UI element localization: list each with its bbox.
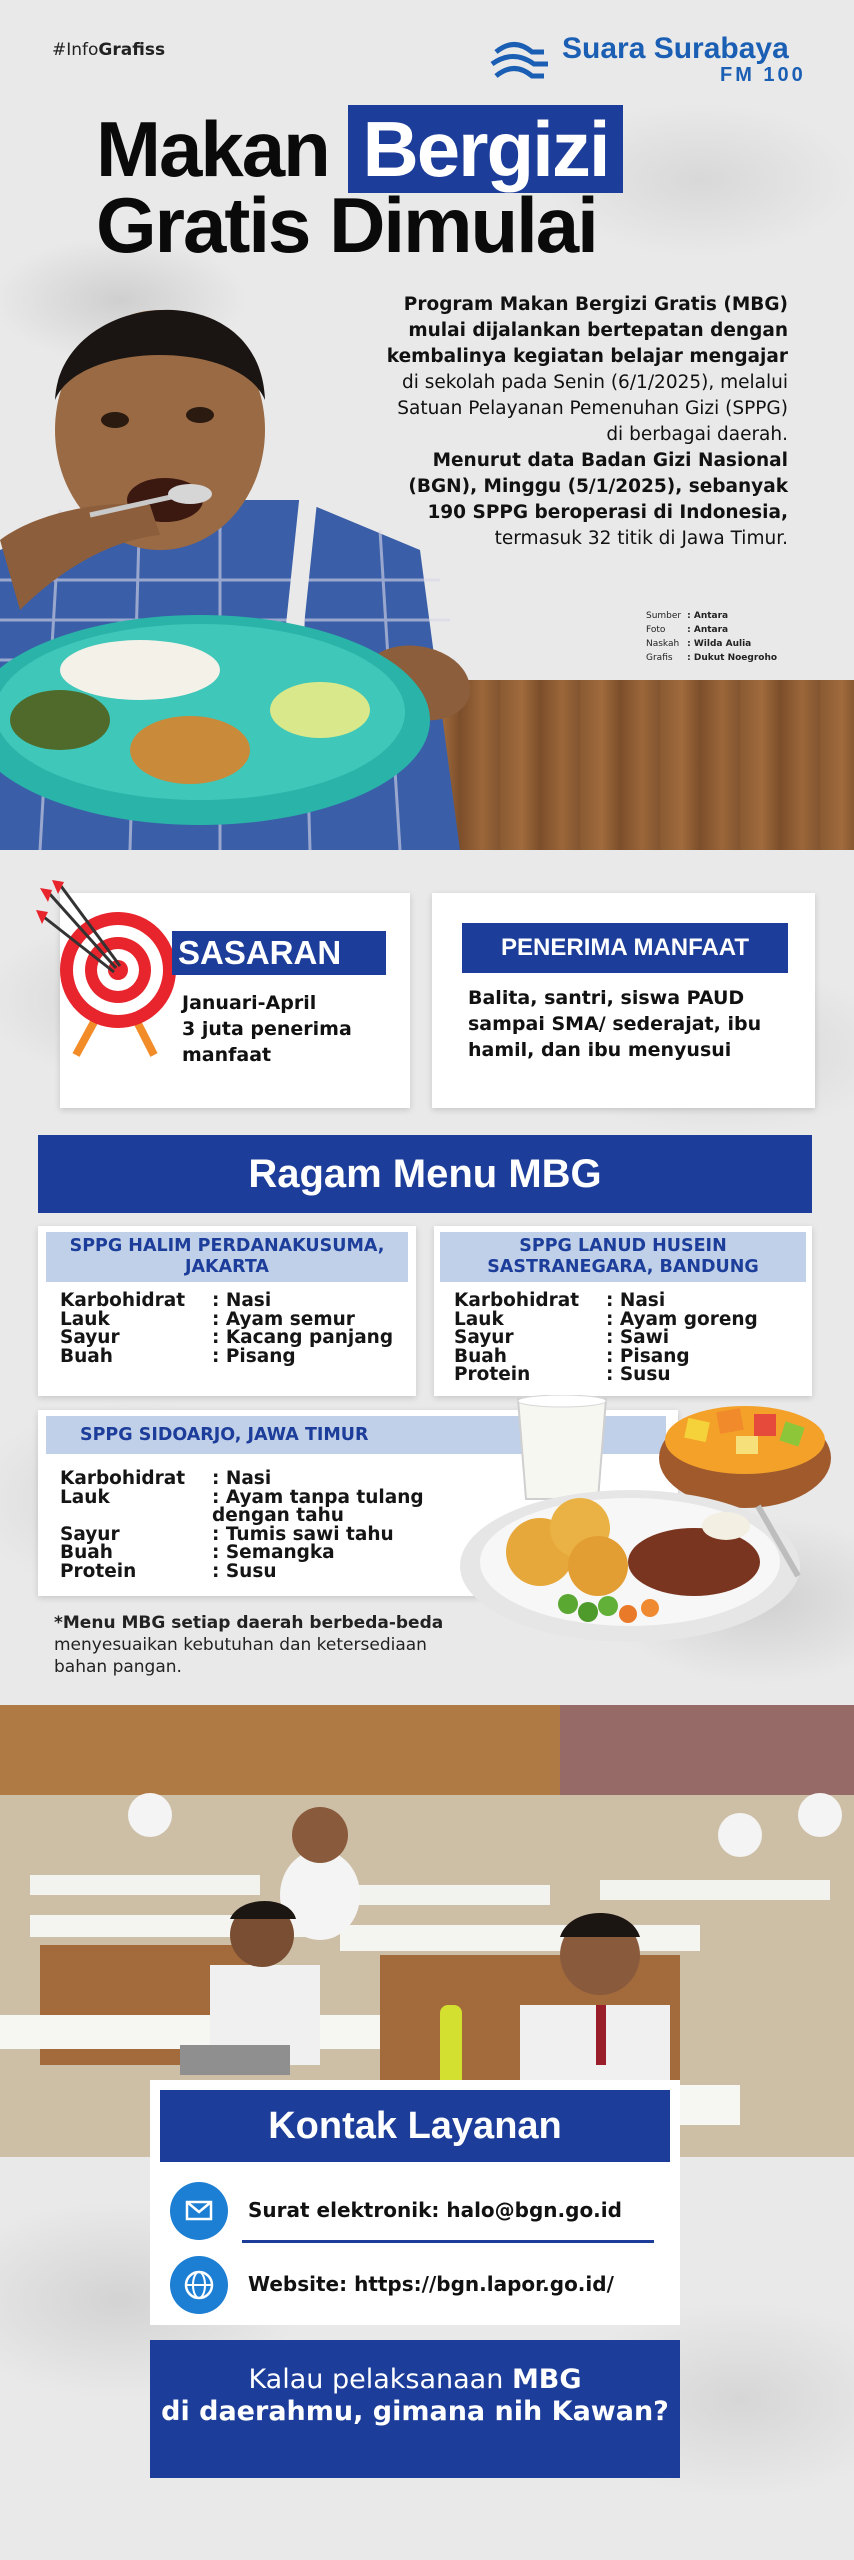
source-key: Foto <box>646 625 666 635</box>
sasaran-title: SASARAN <box>172 931 386 975</box>
source-value: : Antara <box>687 625 729 635</box>
menu-key: Sayur <box>454 1327 514 1349</box>
intro-p2 <box>380 448 788 552</box>
menu-key: Protein <box>454 1364 531 1386</box>
menu-value: : Sawi <box>606 1327 670 1349</box>
menu-note-bold: *Menu MBG setiap daerah berbeda-beda <box>54 1613 444 1633</box>
source-row <box>646 624 781 636</box>
menu-list-jakarta <box>60 1292 405 1366</box>
cta-text-b: MBG <box>511 2364 582 2395</box>
menu-row <box>60 1345 405 1367</box>
cta-text-c: di daerahmu, gimana nih Kawan? <box>161 2396 669 2427</box>
intro-p2-bold: Menurut data Badan Gizi Nasional (BGN), Minggu (5/1/2025), sebanyak 190 SPPG beroperasi di Indonesia, <box>408 450 788 523</box>
intro-p1-bold: Program Makan Bergizi Gratis (MBG) mulai dijalankan bertepatan dengan kembalinya kegiatan belajar mengajar <box>386 294 788 367</box>
mail-icon-svg <box>170 2182 228 2240</box>
sasaran-text <box>182 990 382 1068</box>
menu-key: Buah <box>60 1542 113 1564</box>
menu-key: Sayur <box>60 1327 120 1349</box>
brand-sub: FM 100 <box>720 64 806 86</box>
penerima-title: PENERIMA MANFAAT <box>462 923 788 973</box>
menu-row <box>60 1292 405 1311</box>
globe-icon-svg <box>170 2256 228 2314</box>
menu-value: : Kacang panjang <box>212 1327 394 1349</box>
source-value: : Wilda Aulia <box>687 639 752 649</box>
menu-key: Sayur <box>60 1523 120 1545</box>
menu-value: : Ayam tanpa tulang dengan tahu <box>212 1486 424 1527</box>
globe-icon <box>170 2256 228 2314</box>
menu-value: : Nasi <box>606 1290 666 1311</box>
menu-row <box>454 1329 799 1348</box>
menu-head-sidoarjo: SPPG SIDOARJO, JAWA TIMUR <box>46 1416 666 1454</box>
menu-row <box>60 1486 460 1527</box>
menu-row <box>60 1470 460 1489</box>
menu-value: : Nasi <box>212 1468 272 1489</box>
menu-key: Lauk <box>60 1486 110 1508</box>
menu-value: : Ayam semur <box>212 1308 355 1330</box>
menu-row <box>60 1560 460 1582</box>
menu-value: : Susu <box>212 1560 277 1582</box>
sasaran-period: Januari-April <box>182 992 317 1014</box>
menu-banner: Ragam Menu MBG <box>38 1135 812 1213</box>
menu-value: : Pisang <box>606 1345 690 1367</box>
menu-key: Karbohidrat <box>454 1290 580 1311</box>
menu-note <box>54 1612 474 1678</box>
sources-credits <box>644 608 783 666</box>
hashtag <box>52 40 165 60</box>
intro-p2-rest: termasuk 32 titik di Jawa Timur. <box>494 528 788 549</box>
menu-value: : Nasi <box>212 1290 272 1311</box>
menu-row <box>454 1292 799 1311</box>
hashtag-prefix: #Info <box>52 40 99 60</box>
menu-key: Karbohidrat <box>60 1468 186 1489</box>
menu-key: Lauk <box>60 1308 110 1330</box>
source-value: : Dukut Noegroho <box>687 653 778 663</box>
mail-icon <box>170 2182 228 2240</box>
menu-head-bandung: SPPG LANUD HUSEIN SASTRANEGARA, BANDUNG <box>440 1232 806 1282</box>
page-title-line1 <box>96 105 623 193</box>
menu-value: : Ayam goreng <box>606 1308 758 1330</box>
source-value: : Antara <box>687 611 729 621</box>
hashtag-bold: Grafiss <box>98 40 166 60</box>
menu-key: Buah <box>60 1345 113 1367</box>
food-plate-image <box>458 1466 802 1644</box>
menu-value: : Pisang <box>212 1345 296 1367</box>
source-key: Grafis <box>646 653 673 663</box>
intro-paragraph <box>380 292 788 552</box>
email-link[interactable]: Surat elektronik: halo@bgn.go.id <box>248 2198 622 2222</box>
menu-value: : Tumis sawi tahu <box>212 1523 394 1545</box>
target-icon <box>36 880 186 1060</box>
contact-title: Kontak Layanan <box>160 2090 670 2162</box>
radio-wave-logo-icon <box>490 38 550 82</box>
menu-key: Protein <box>60 1560 137 1582</box>
menu-head-jakarta: SPPG HALIM PERDANAKUSUMA, JAKARTA <box>46 1232 408 1282</box>
menu-key: Karbohidrat <box>60 1290 186 1311</box>
menu-list-bandung <box>454 1292 799 1385</box>
menu-value: : Susu <box>606 1364 671 1386</box>
source-row <box>646 610 781 622</box>
menu-key: Lauk <box>454 1308 504 1330</box>
source-key: Sumber <box>646 611 682 621</box>
source-row <box>646 638 781 650</box>
sasaran-count: 3 juta penerima manfaat <box>182 1018 352 1066</box>
penerima-text: Balita, santri, siswa PAUD sampai SMA/ sederajat, ibu hamil, dan ibu menyusui <box>468 987 762 1061</box>
website-link[interactable]: Website: https://bgn.lapor.go.id/ <box>248 2272 614 2296</box>
intro-p1 <box>380 292 788 448</box>
menu-list-sidoarjo <box>60 1470 460 1582</box>
page-title-line2: Gratis Dimulai <box>96 181 597 269</box>
menu-key: Buah <box>454 1345 507 1367</box>
brand-logo <box>490 32 820 88</box>
cta-box <box>150 2340 680 2478</box>
source-row <box>646 652 781 664</box>
brand-name: Suara Surabaya <box>562 32 789 65</box>
intro-p1-rest: di sekolah pada Senin (6/1/2025), melalui Satuan Pelayanan Pemenuhan Gizi (SPPG) di berbagai daerah. <box>397 372 788 445</box>
title-word-makan: Makan <box>96 105 329 193</box>
menu-value: : Semangka <box>212 1542 335 1564</box>
title-highlight: Bergizi <box>348 105 622 193</box>
source-key: Naskah <box>646 639 680 649</box>
contact-divider <box>242 2240 654 2243</box>
menu-row <box>60 1329 405 1348</box>
cta-text-a: Kalau pelaksanaan <box>248 2364 504 2395</box>
menu-note-rest: menyesuaikan kebutuhan dan ketersediaan bahan pangan. <box>54 1635 427 1677</box>
